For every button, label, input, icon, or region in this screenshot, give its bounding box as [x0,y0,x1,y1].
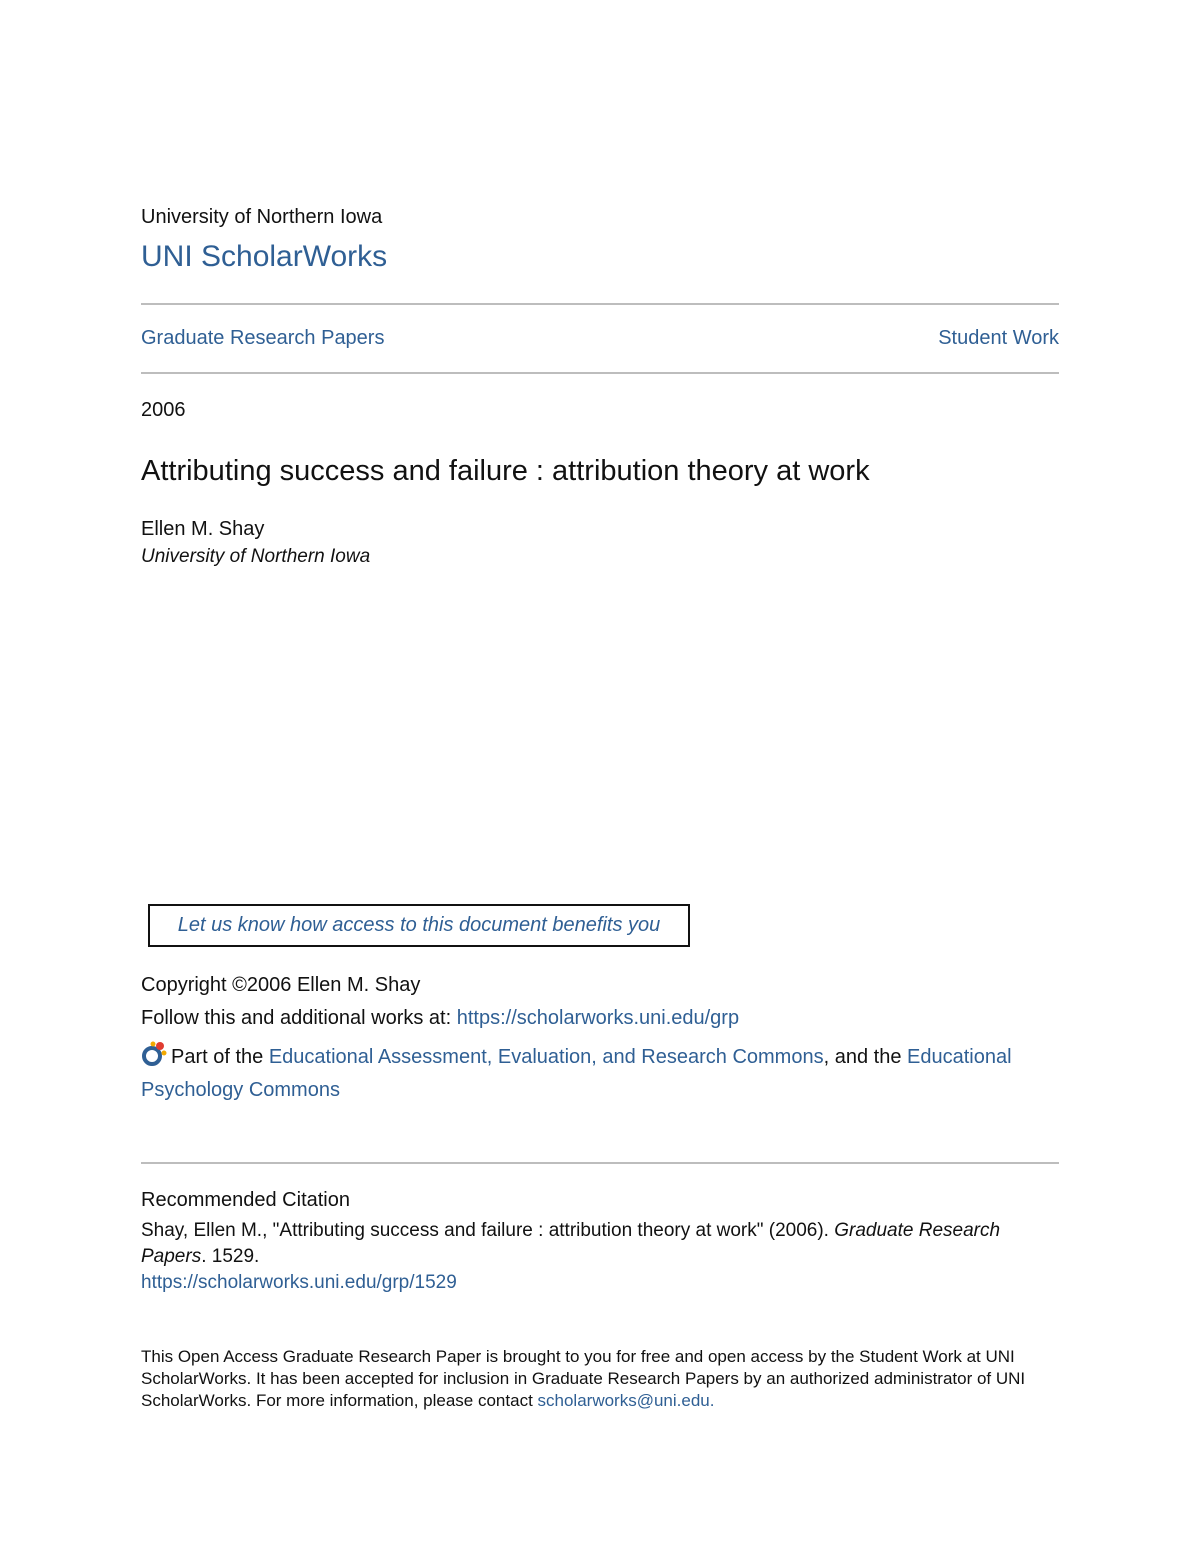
author-name: Ellen M. Shay [141,518,265,540]
contact-email-link[interactable]: scholarworks@uni.edu [537,1391,710,1410]
citation-heading: Recommended Citation [141,1189,350,1211]
citation-body [141,1218,1041,1296]
author-affiliation: University of Northern Iowa [141,546,371,567]
part-of-commons [141,1040,1021,1107]
publication-year: 2006 [141,399,186,421]
network-commons-icon [141,1040,167,1068]
part-of-join: , and the [823,1046,907,1068]
commons-link-psychology[interactable]: Educational Psychology Commons [141,1046,1012,1101]
series-link[interactable]: Graduate Research Papers [141,327,385,349]
header-divider [141,303,1059,305]
citation-divider [141,1162,1059,1164]
feedback-link[interactable]: Let us know how access to this document benefits you [177,914,661,936]
footer-end: . [709,1391,715,1410]
follow-line [141,1007,739,1030]
follow-prefix: Follow this and additional works at: [141,1007,457,1029]
citation-number: . 1529. [201,1246,260,1267]
citation-series: Graduate Research Papers [141,1220,1001,1267]
citation-text: Shay, Ellen M., "Attributing success and failure : attribution theory at work" (2006). [141,1220,835,1241]
footer-note [141,1346,1051,1412]
collection-link[interactable]: Student Work [938,327,1059,349]
part-of-prefix: Part of the [171,1046,269,1068]
citation-url-link[interactable]: https://scholarworks.uni.edu/grp/1529 [141,1272,457,1293]
repository-link[interactable]: UNI ScholarWorks [141,240,388,273]
paper-title: Attributing success and failure : attribution theory at work [141,455,870,487]
institution-name: University of Northern Iowa [141,206,383,228]
follow-url-link[interactable]: https://scholarworks.uni.edu/grp [456,1007,740,1029]
copyright-notice: Copyright ©2006 Ellen M. Shay [141,974,421,996]
nav-divider [141,372,1059,374]
commons-link-assessment[interactable]: Educational Assessment, Evaluation, and Research Commons [268,1046,824,1068]
footer-text: This Open Access Graduate Research Paper is brought to you for free and open access by the Student Work at UNI ScholarWorks. It has been accepted for inclusion in Graduate Research Papers by an authorized administrator of UNI ScholarWorks. For more information, please contact [141,1347,1026,1410]
feedback-box [148,904,690,947]
